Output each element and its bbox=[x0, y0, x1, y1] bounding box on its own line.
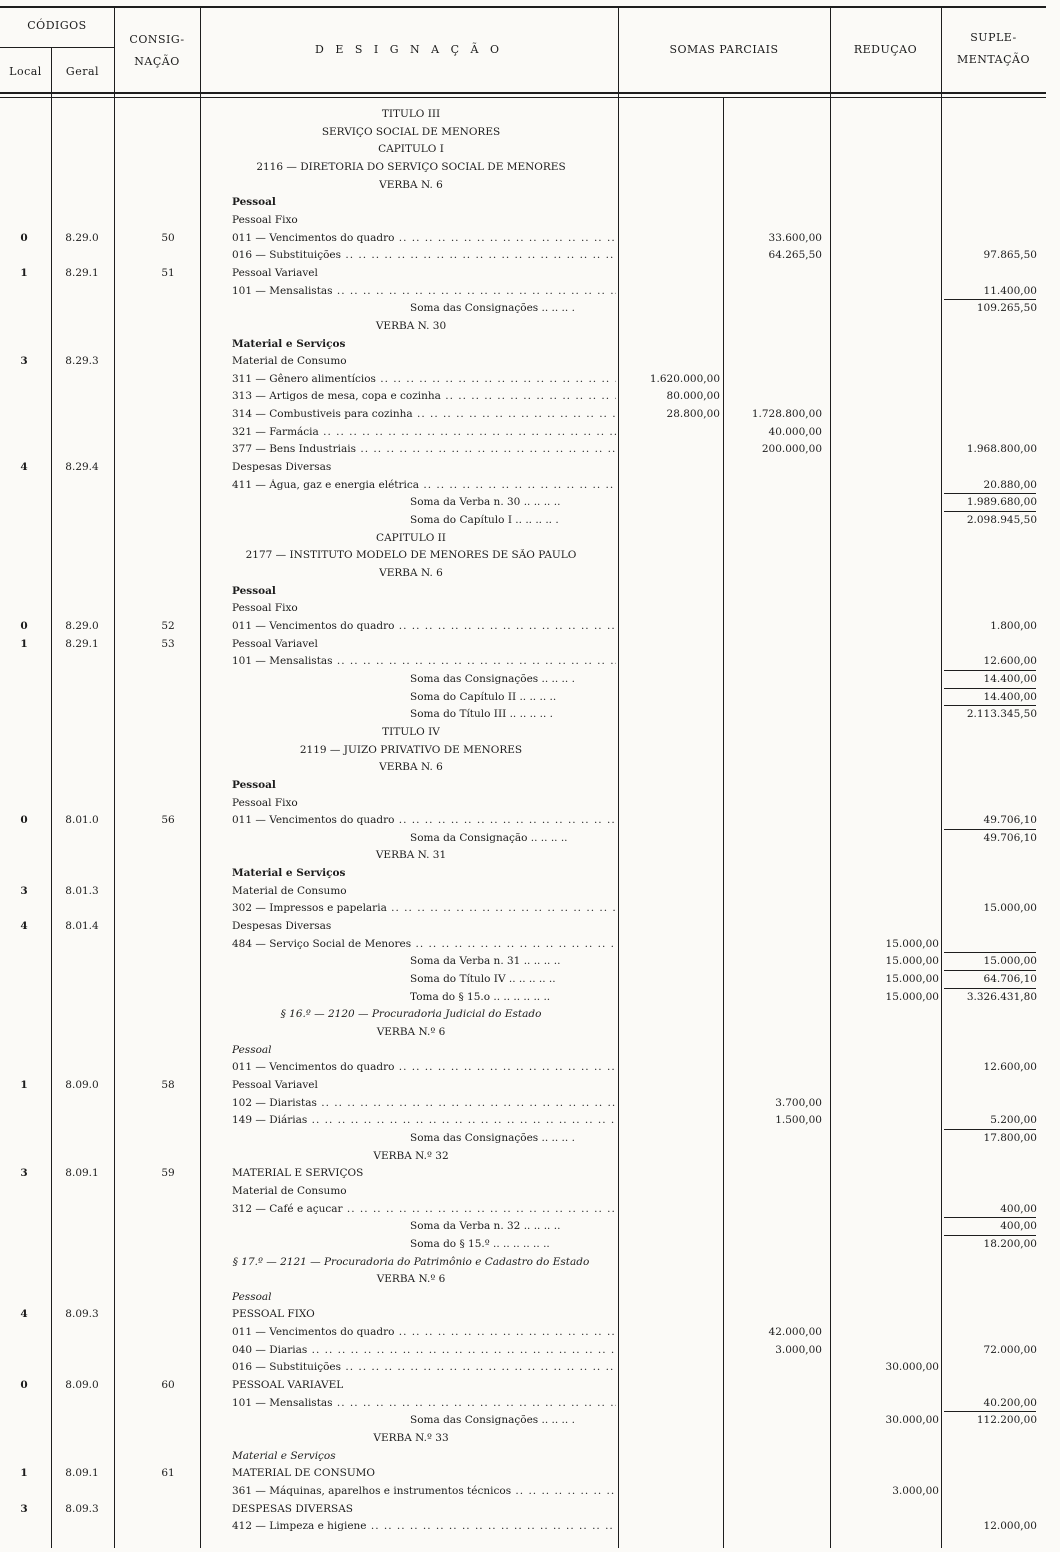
designacao-text: Pessoal bbox=[232, 1291, 272, 1303]
suplementacao-value: 12.600,00 bbox=[983, 655, 1037, 667]
section-heading-row bbox=[0, 1150, 1060, 1163]
code-local: 0 bbox=[20, 232, 28, 244]
designacao-text: MATERIAL E SERVIÇOS bbox=[232, 1167, 364, 1179]
suplementacao-value: 72.000,00 bbox=[983, 1344, 1037, 1356]
suplementacao-value: 20.880,00 bbox=[983, 479, 1037, 491]
subtotal-label: Soma da Verba n. 30 .. .. .. .. bbox=[410, 496, 561, 508]
ledger-row bbox=[0, 1061, 1060, 1074]
code-local: 0 bbox=[20, 814, 28, 826]
reducao-value: 15.000,00 bbox=[885, 973, 939, 985]
subtotal-label: Soma das Consignações .. .. .. . bbox=[410, 1132, 575, 1144]
header-mentacao: MENTAÇÃO bbox=[957, 53, 1030, 66]
subtotal-rule bbox=[944, 988, 1036, 989]
ledger-row bbox=[0, 1344, 1060, 1357]
designacao-text: 011 — Vencimentos do quadro .. .. bbox=[232, 620, 616, 633]
ledger-row bbox=[0, 479, 1060, 492]
designacao-text: Despesas Diversas bbox=[232, 920, 332, 932]
ledger-row bbox=[0, 1485, 1060, 1498]
designacao-text: Pessoal Variavel bbox=[232, 1079, 318, 1091]
code-local: 4 bbox=[20, 920, 28, 932]
ledger-row bbox=[0, 285, 1060, 298]
section-heading: 2116 — DIRETORIA DO SERVIÇO SOCIAL DE MENORES bbox=[256, 161, 566, 173]
designacao-text: Material e Serviços bbox=[232, 1450, 336, 1462]
designacao-text: 011 — Vencimentos do quadro .. .. bbox=[232, 1061, 616, 1074]
header-bottom-rule bbox=[0, 92, 1046, 94]
code-local: 3 bbox=[20, 1503, 28, 1515]
code-local: 1 bbox=[20, 1467, 28, 1479]
designacao-text: 313 — Artigos de mesa, copa e cozinha .. .. bbox=[232, 390, 616, 403]
subtotal-row bbox=[0, 1132, 1060, 1145]
subtotal-row bbox=[0, 673, 1060, 686]
suplementacao-value: 64.706,10 bbox=[983, 973, 1037, 985]
ledger-row bbox=[0, 249, 1060, 262]
code-geral: 8.29.1 bbox=[65, 267, 99, 279]
ledger-row bbox=[0, 655, 1060, 668]
designacao-text: PESSOAL FIXO bbox=[232, 1308, 315, 1320]
section-heading: VERBA N.º 32 bbox=[373, 1150, 449, 1162]
section-heading-row bbox=[0, 1273, 1060, 1286]
suplementacao-value: 14.400,00 bbox=[983, 691, 1037, 703]
header-geral: Geral bbox=[65, 65, 100, 78]
section-heading-row bbox=[0, 1256, 1060, 1269]
section-heading: VERBA N.º 6 bbox=[376, 1273, 446, 1285]
suplementacao-value: 2.113.345,50 bbox=[966, 708, 1037, 720]
subtotal-rule bbox=[944, 705, 1036, 706]
designacao-text: 016 — Substituições .. .. bbox=[232, 1361, 616, 1374]
designacao-text: 302 — Impressos e papelaria .. .. bbox=[232, 902, 616, 915]
reducao-value: 15.000,00 bbox=[885, 938, 939, 950]
code-geral: 8.09.1 bbox=[65, 1167, 99, 1179]
section-heading: VERBA N.º 33 bbox=[373, 1432, 449, 1444]
subtotal-label: Soma das Consignações .. .. .. . bbox=[410, 302, 575, 314]
suplementacao-value: 12.000,00 bbox=[983, 1520, 1037, 1532]
designacao-text: Despesas Diversas bbox=[232, 461, 332, 473]
subtotal-label: Soma das Consignações .. .. .. . bbox=[410, 673, 575, 685]
consignacao: 50 bbox=[161, 232, 175, 244]
top-rule bbox=[0, 6, 1046, 8]
ledger-row bbox=[0, 602, 1060, 615]
soma-parcial-1: 80.000,00 bbox=[666, 390, 720, 402]
ledger-row bbox=[0, 1361, 1060, 1374]
section-heading-row bbox=[0, 849, 1060, 862]
consignacao: 58 bbox=[161, 1079, 175, 1091]
subtotal-rule bbox=[944, 1411, 1036, 1412]
code-geral: 8.29.4 bbox=[65, 461, 99, 473]
ledger-row bbox=[0, 638, 1060, 651]
ledger-row bbox=[0, 779, 1060, 792]
section-heading-row bbox=[0, 320, 1060, 333]
ledger-row bbox=[0, 1379, 1060, 1392]
consignacao: 61 bbox=[161, 1467, 175, 1479]
ledger-row bbox=[0, 196, 1060, 209]
subtotal-label: Soma do § 15.º .. .. .. .. .. .. bbox=[410, 1238, 550, 1250]
designacao-text: 149 — Diárias .. .. bbox=[232, 1114, 616, 1127]
soma-parcial-1: 1.620.000,00 bbox=[649, 373, 720, 385]
code-geral: 8.29.3 bbox=[65, 355, 99, 367]
suplementacao-value: 15.000,00 bbox=[983, 902, 1037, 914]
section-heading: SERVIÇO SOCIAL DE MENORES bbox=[321, 126, 501, 138]
code-geral: 8.09.1 bbox=[65, 1467, 99, 1479]
subtotal-row bbox=[0, 991, 1060, 1004]
section-heading-row bbox=[0, 726, 1060, 739]
code-geral: 8.01.0 bbox=[65, 814, 99, 826]
subtotal-row bbox=[0, 1220, 1060, 1233]
section-heading: TITULO III bbox=[381, 108, 441, 120]
section-heading-row bbox=[0, 761, 1060, 774]
suplementacao-value: 5.200,00 bbox=[990, 1114, 1037, 1126]
designacao-text: Pessoal bbox=[232, 196, 276, 208]
designacao-text: 016 — Substituições .. .. bbox=[232, 249, 616, 262]
code-local: 3 bbox=[20, 885, 28, 897]
section-heading: VERBA N. 6 bbox=[379, 179, 443, 191]
ledger-row bbox=[0, 1167, 1060, 1180]
section-heading-row bbox=[0, 126, 1060, 139]
soma-parcial-2: 3.700,00 bbox=[775, 1097, 822, 1109]
reducao-value: 30.000,00 bbox=[885, 1361, 939, 1373]
section-heading-row bbox=[0, 1026, 1060, 1039]
reducao-value: 15.000,00 bbox=[885, 991, 939, 1003]
designacao-text: Pessoal Variavel bbox=[232, 638, 318, 650]
ledger-row bbox=[0, 338, 1060, 351]
subtotal-rule bbox=[944, 299, 1036, 300]
code-local: 3 bbox=[20, 355, 28, 367]
suplementacao-value: 11.400,00 bbox=[983, 285, 1037, 297]
ledger-row bbox=[0, 461, 1060, 474]
ledger-row bbox=[0, 408, 1060, 421]
ledger-row bbox=[0, 232, 1060, 245]
subtotal-row bbox=[0, 708, 1060, 721]
section-heading-row bbox=[0, 161, 1060, 174]
ledger-row bbox=[0, 585, 1060, 598]
code-geral: 8.09.3 bbox=[65, 1308, 99, 1320]
soma-parcial-2: 3.000,00 bbox=[775, 1344, 822, 1356]
subtotal-row bbox=[0, 1414, 1060, 1427]
subtotal-label: Soma da Verba n. 32 .. .. .. .. bbox=[410, 1220, 561, 1232]
suplementacao-value: 400,00 bbox=[1000, 1203, 1037, 1215]
suplementacao-value: 2.098.945,50 bbox=[966, 514, 1037, 526]
suplementacao-value: 15.000,00 bbox=[983, 955, 1037, 967]
subtotal-row bbox=[0, 973, 1060, 986]
section-heading-row bbox=[0, 143, 1060, 156]
codigos-divider bbox=[0, 47, 114, 48]
subtotal-row bbox=[0, 496, 1060, 509]
section-heading: TITULO IV bbox=[382, 726, 440, 738]
subtotal-row bbox=[0, 302, 1060, 315]
designacao-text: PESSOAL VARIAVEL bbox=[232, 1379, 344, 1391]
designacao-text: Pessoal bbox=[232, 779, 276, 791]
section-heading-row bbox=[0, 549, 1060, 562]
suplementacao-value: 18.200,00 bbox=[983, 1238, 1037, 1250]
code-local: 0 bbox=[20, 620, 28, 632]
subtotal-rule bbox=[944, 493, 1036, 494]
subtotal-rule bbox=[944, 1235, 1036, 1236]
subtotal-rule bbox=[944, 970, 1036, 971]
subtotal-label: Toma do § 15.o .. .. .. .. .. .. bbox=[410, 991, 551, 1003]
suplementacao-value: 1.989.680,00 bbox=[966, 496, 1037, 508]
ledger-row bbox=[0, 1114, 1060, 1127]
designacao-text: Pessoal Variavel bbox=[232, 267, 318, 279]
designacao-text: Pessoal Fixo bbox=[232, 797, 298, 809]
suplementacao-value: 40.200,00 bbox=[983, 1397, 1037, 1409]
subtotal-rule bbox=[944, 670, 1036, 671]
ledger-row bbox=[0, 620, 1060, 633]
ledger-row bbox=[0, 1203, 1060, 1216]
ledger-row bbox=[0, 373, 1060, 386]
ledger-row bbox=[0, 1450, 1060, 1463]
section-heading-row bbox=[0, 744, 1060, 757]
consignacao: 60 bbox=[161, 1379, 175, 1391]
subtotal-label: Soma da Verba n. 31 .. .. .. .. bbox=[410, 955, 561, 967]
ledger-row bbox=[0, 1520, 1060, 1533]
ledger-row bbox=[0, 1503, 1060, 1516]
suplementacao-value: 3.326.431,80 bbox=[966, 991, 1037, 1003]
soma-parcial-1: 28.800,00 bbox=[666, 408, 720, 420]
code-geral: 8.09.0 bbox=[65, 1079, 99, 1091]
soma-parcial-2: 33.600,00 bbox=[768, 232, 822, 244]
code-local: 1 bbox=[20, 267, 28, 279]
ledger-row bbox=[0, 214, 1060, 227]
section-heading-row bbox=[0, 108, 1060, 121]
section-heading-row bbox=[0, 1008, 1060, 1021]
subtotal-rule bbox=[944, 829, 1036, 830]
designacao-text: 102 — Diaristas .. .. bbox=[232, 1097, 616, 1110]
ledger-row bbox=[0, 1467, 1060, 1480]
header-codigos: CÓDIGOS bbox=[27, 19, 87, 32]
ledger-row bbox=[0, 885, 1060, 898]
reducao-value: 15.000,00 bbox=[885, 955, 939, 967]
ledger-row bbox=[0, 867, 1060, 880]
ledger-row bbox=[0, 267, 1060, 280]
suplementacao-value: 97.865,50 bbox=[983, 249, 1037, 261]
code-local: 3 bbox=[20, 1167, 28, 1179]
section-heading: § 17.º — 2121 — Procuradoria do Patrimônio e Cadastro do Estado bbox=[232, 1256, 590, 1268]
section-heading: VERBA N. 6 bbox=[379, 567, 443, 579]
ledger-row bbox=[0, 1097, 1060, 1110]
code-geral: 8.01.4 bbox=[65, 920, 99, 932]
consignacao: 51 bbox=[161, 267, 175, 279]
ledger-row bbox=[0, 902, 1060, 915]
subtotal-label: Soma do Título III .. .. .. .. . bbox=[410, 708, 553, 720]
designacao-text: 321 — Farmácia .. .. bbox=[232, 426, 616, 439]
section-heading: CAPITULO II bbox=[376, 532, 446, 544]
suplementacao-value: 1.800,00 bbox=[990, 620, 1037, 632]
ledger-row bbox=[0, 1185, 1060, 1198]
soma-parcial-2: 40.000,00 bbox=[768, 426, 822, 438]
suplementacao-value: 14.400,00 bbox=[983, 673, 1037, 685]
ledger-row bbox=[0, 390, 1060, 403]
section-heading-row bbox=[0, 532, 1060, 545]
code-local: 4 bbox=[20, 461, 28, 473]
designacao-text: 040 — Diarias .. .. bbox=[232, 1344, 616, 1357]
designacao-text: 377 — Bens Industriais .. .. bbox=[232, 443, 616, 456]
ledger-row bbox=[0, 1079, 1060, 1092]
header-nacao: NAÇÃO bbox=[134, 55, 180, 68]
designacao-text: 312 — Café e açucar .. .. bbox=[232, 1203, 616, 1216]
subtotal-rule bbox=[944, 1129, 1036, 1130]
code-local: 0 bbox=[20, 1379, 28, 1391]
designacao-text: 101 — Mensalistas .. .. bbox=[232, 1397, 616, 1410]
subtotal-rule bbox=[944, 688, 1036, 689]
header-bottom-rule-2 bbox=[0, 97, 1046, 98]
ledger-row bbox=[0, 1308, 1060, 1321]
section-heading: 2119 — JUIZO PRIVATIVO DE MENORES bbox=[299, 744, 523, 756]
suplementacao-value: 400,00 bbox=[1000, 1220, 1037, 1232]
designacao-text: 011 — Vencimentos do quadro .. .. bbox=[232, 232, 616, 245]
designacao-text: 361 — Máquinas, aparelhos e instrumentos técnicos .. .. bbox=[232, 1485, 616, 1498]
ledger-row bbox=[0, 1326, 1060, 1339]
ledger-row bbox=[0, 443, 1060, 456]
designacao-text: Material de Consumo bbox=[232, 885, 347, 897]
code-local: 1 bbox=[20, 1079, 28, 1091]
subtotal-label: Soma das Consignações .. .. .. . bbox=[410, 1414, 575, 1426]
suplementacao-value: 49.706,10 bbox=[983, 832, 1037, 844]
designacao-text: MATERIAL DE CONSUMO bbox=[232, 1467, 376, 1479]
designacao-text: Pessoal Fixo bbox=[232, 602, 298, 614]
header-local: Local bbox=[9, 65, 42, 78]
designacao-text: 484 — Serviço Social de Menores .. .. bbox=[232, 938, 616, 951]
header-somas-parciais: SOMAS PARCIAIS bbox=[669, 43, 779, 56]
soma-parcial-2: 1.728.800,00 bbox=[751, 408, 822, 420]
section-heading: VERBA N. 6 bbox=[379, 761, 443, 773]
consignacao: 56 bbox=[161, 814, 175, 826]
ledger-row bbox=[0, 1397, 1060, 1410]
designacao-text: 101 — Mensalistas .. .. bbox=[232, 655, 616, 668]
reducao-value: 30.000,00 bbox=[885, 1414, 939, 1426]
header-designacao: D E S I G N A Ç Ã O bbox=[315, 43, 503, 56]
suplementacao-value: 12.600,00 bbox=[983, 1061, 1037, 1073]
subtotal-label: Soma do Título IV .. .. .. .. .. bbox=[410, 973, 556, 985]
ledger-row bbox=[0, 920, 1060, 933]
designacao-text: 412 — Limpeza e higiene .. .. bbox=[232, 1520, 616, 1533]
designacao-text: Material de Consumo bbox=[232, 355, 347, 367]
code-local: 1 bbox=[20, 638, 28, 650]
section-heading: CAPITULO I bbox=[378, 143, 444, 155]
subtotal-rule bbox=[944, 511, 1036, 512]
designacao-text: 314 — Combustiveis para cozinha .. .. bbox=[232, 408, 616, 421]
subtotal-row bbox=[0, 691, 1060, 704]
suplementacao-value: 17.800,00 bbox=[983, 1132, 1037, 1144]
designacao-text: Pessoal Fixo bbox=[232, 214, 298, 226]
ledger-row bbox=[0, 1044, 1060, 1057]
header-reducao: REDUÇAO bbox=[853, 43, 918, 56]
designacao-text: Material de Consumo bbox=[232, 1185, 347, 1197]
header-consig: CONSIG- bbox=[129, 33, 185, 46]
designacao-text: Pessoal bbox=[232, 1044, 272, 1056]
designacao-text: 101 — Mensalistas .. .. bbox=[232, 285, 616, 298]
consignacao: 59 bbox=[161, 1167, 175, 1179]
subtotal-row bbox=[0, 1238, 1060, 1251]
subtotal-label: Soma do Capítulo II .. .. .. .. bbox=[410, 691, 557, 703]
designacao-text: DESPESAS DIVERSAS bbox=[232, 1503, 354, 1515]
subtotal-label: Soma da Consignação .. .. .. .. bbox=[410, 832, 568, 844]
code-geral: 8.09.0 bbox=[65, 1379, 99, 1391]
code-geral: 8.09.3 bbox=[65, 1503, 99, 1515]
designacao-text: 011 — Vencimentos do quadro .. .. bbox=[232, 1326, 616, 1339]
designacao-text: 411 — Água, gaz e energia elétrica .. .. bbox=[232, 479, 616, 492]
consignacao: 52 bbox=[161, 620, 175, 632]
suplementacao-value: 1.968.800,00 bbox=[966, 443, 1037, 455]
designacao-text: 011 — Vencimentos do quadro .. .. bbox=[232, 814, 616, 827]
subtotal-row bbox=[0, 832, 1060, 845]
subtotal-label: Soma do Capítulo I .. .. .. .. . bbox=[410, 514, 559, 526]
suplementacao-value: 109.265,50 bbox=[976, 302, 1037, 314]
code-geral: 8.29.0 bbox=[65, 620, 99, 632]
soma-parcial-2: 64.265,50 bbox=[768, 249, 822, 261]
designacao-text: Material e Serviços bbox=[232, 338, 346, 350]
ledger-row bbox=[0, 938, 1060, 951]
section-heading: 2177 — INSTITUTO MODELO DE MENORES DE SÃO PAULO bbox=[245, 549, 577, 561]
suplementacao-value: 49.706,10 bbox=[983, 814, 1037, 826]
section-heading: § 16.º — 2120 — Procuradoria Judicial do Estado bbox=[280, 1008, 542, 1020]
subtotal-row bbox=[0, 514, 1060, 527]
subtotal-rule bbox=[944, 952, 1036, 953]
ledger-row bbox=[0, 426, 1060, 439]
section-heading: VERBA N. 30 bbox=[375, 320, 447, 332]
section-heading-row bbox=[0, 1432, 1060, 1445]
code-geral: 8.01.3 bbox=[65, 885, 99, 897]
section-heading: VERBA N. 31 bbox=[375, 849, 447, 861]
soma-parcial-2: 42.000,00 bbox=[768, 1326, 822, 1338]
soma-parcial-2: 200.000,00 bbox=[761, 443, 822, 455]
designacao-text: 311 — Gênero alimentícios .. .. bbox=[232, 373, 616, 386]
subtotal-row bbox=[0, 955, 1060, 968]
subtotal-rule bbox=[944, 1217, 1036, 1218]
designacao-text: Material e Serviços bbox=[232, 867, 346, 879]
ledger-row bbox=[0, 355, 1060, 368]
section-heading-row bbox=[0, 179, 1060, 192]
section-heading-row bbox=[0, 567, 1060, 580]
ledger-row bbox=[0, 814, 1060, 827]
section-heading: VERBA N.º 6 bbox=[376, 1026, 446, 1038]
header-suple: SUPLE- bbox=[970, 31, 1017, 44]
designacao-text: Pessoal bbox=[232, 585, 276, 597]
soma-parcial-2: 1.500,00 bbox=[775, 1114, 822, 1126]
reducao-value: 3.000,00 bbox=[892, 1485, 939, 1497]
code-local: 4 bbox=[20, 1308, 28, 1320]
code-geral: 8.29.0 bbox=[65, 232, 99, 244]
consignacao: 53 bbox=[161, 638, 175, 650]
ledger-row bbox=[0, 797, 1060, 810]
code-geral: 8.29.1 bbox=[65, 638, 99, 650]
ledger-row bbox=[0, 1291, 1060, 1304]
suplementacao-value: 112.200,00 bbox=[976, 1414, 1037, 1426]
